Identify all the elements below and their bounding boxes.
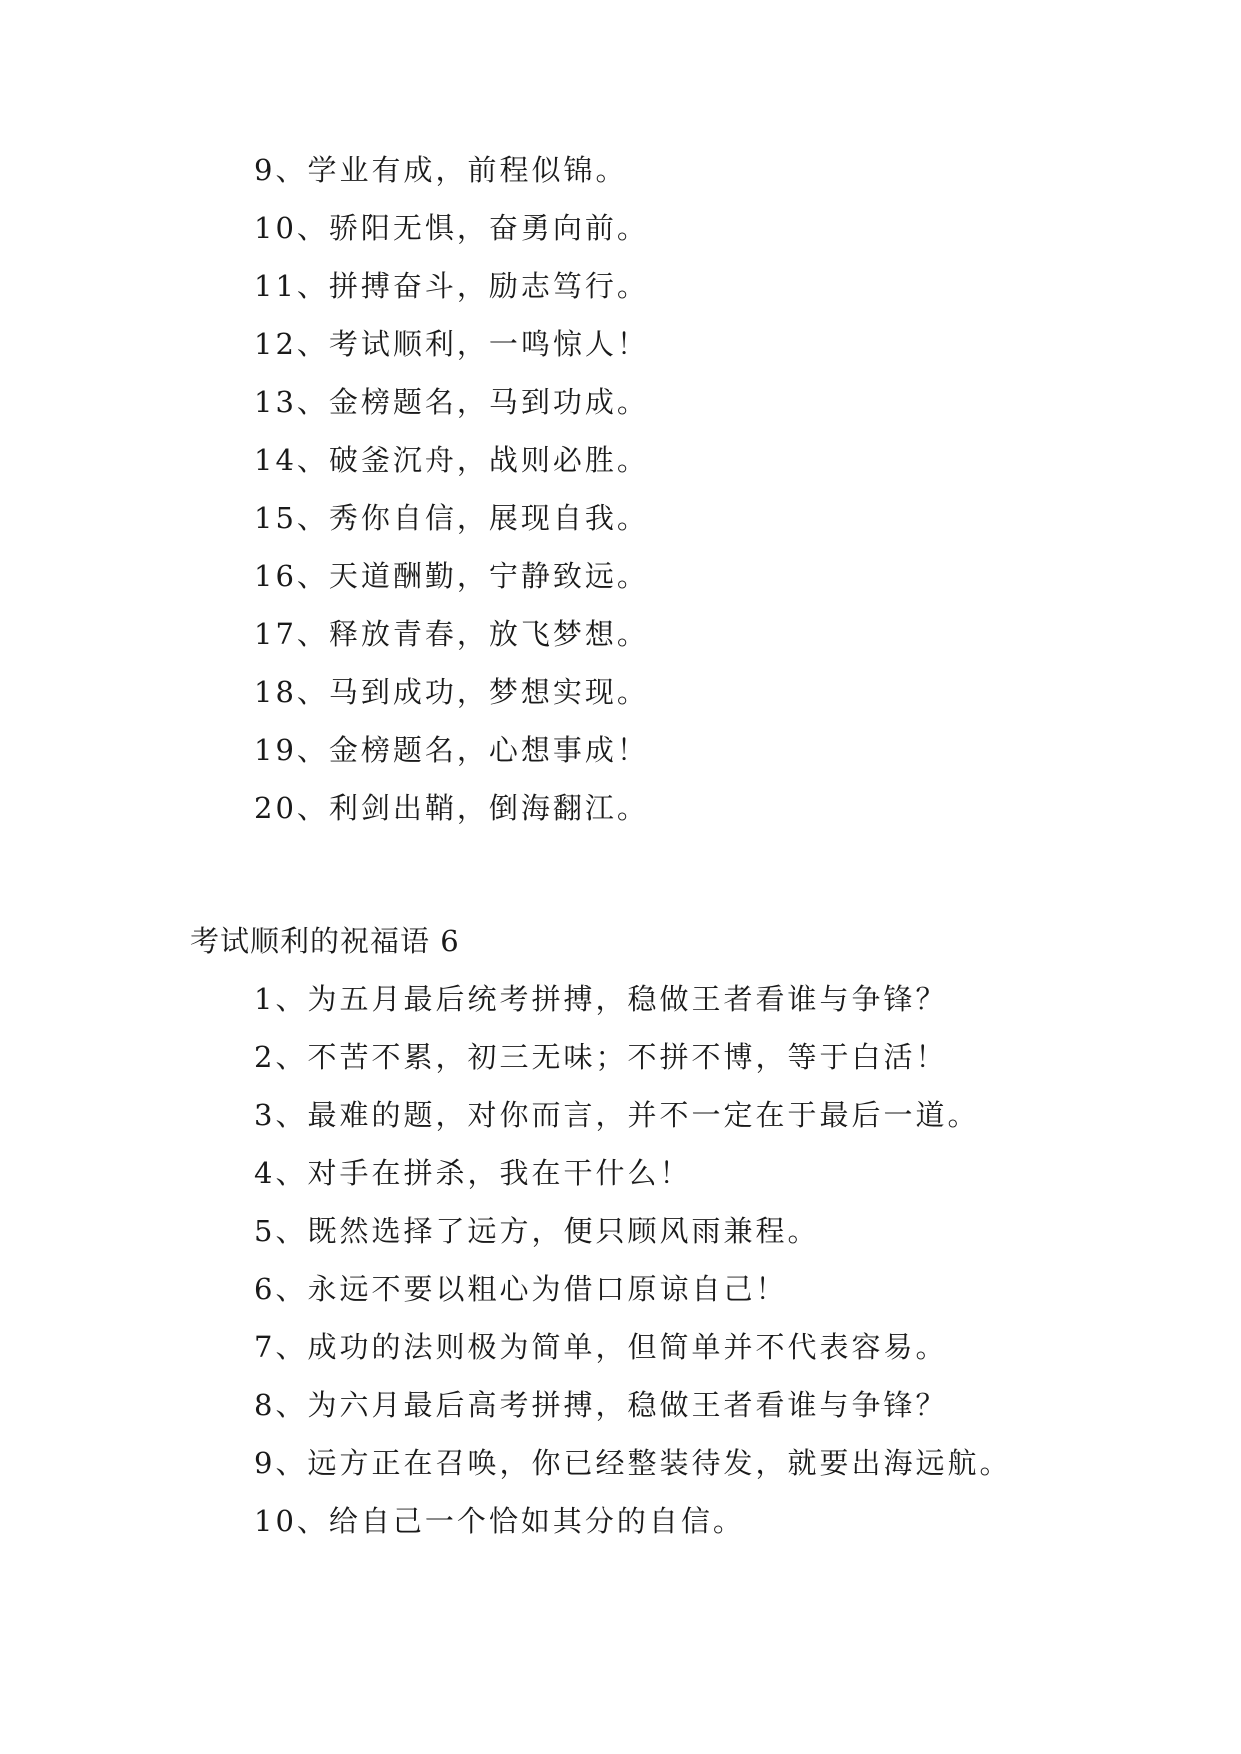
list-item: 10、骄阳无惧，奋勇向前。 (254, 211, 649, 245)
list-item: 19、金榜题名，心想事成！ (254, 733, 649, 767)
list-item: 15、秀你自信，展现自我。 (254, 501, 649, 535)
list-item: 16、天道酬勤，宁静致远。 (254, 559, 649, 593)
list-item: 7、成功的法则极为简单，但简单并不代表容易。 (254, 1330, 948, 1364)
list-item: 11、拼搏奋斗，励志笃行。 (254, 269, 649, 303)
list-item: 8、为六月最后高考拼搏，稳做王者看谁与争锋？ (254, 1388, 948, 1422)
list-item: 5、既然选择了远方，便只顾风雨兼程。 (254, 1214, 820, 1248)
list-item: 6、永远不要以粗心为借口原谅自己！ (254, 1272, 788, 1306)
list-item: 9、学业有成，前程似锦。 (254, 153, 628, 187)
list-item: 18、马到成功，梦想实现。 (254, 675, 649, 709)
list-item: 9、远方正在召唤，你已经整装待发，就要出海远航。 (254, 1446, 1012, 1480)
list-item: 13、金榜题名，马到功成。 (254, 385, 649, 419)
list-item: 17、释放青春，放飞梦想。 (254, 617, 649, 651)
list-item: 10、给自己一个恰如其分的自信。 (254, 1504, 745, 1538)
list-item: 12、考试顺利，一鸣惊人！ (254, 327, 649, 361)
list-item: 20、利剑出鞘，倒海翻江。 (254, 791, 649, 825)
list-item: 2、不苦不累，初三无味；不拼不博，等于白活！ (254, 1040, 948, 1074)
list-item: 3、最难的题，对你而言，并不一定在于最后一道。 (254, 1098, 980, 1132)
list-item: 14、破釜沉舟，战则必胜。 (254, 443, 649, 477)
list-item: 4、对手在拼杀，我在干什么！ (254, 1156, 692, 1190)
section-heading: 考试顺利的祝福语 6 (190, 924, 460, 958)
list-item: 1、为五月最后统考拼搏，稳做王者看谁与争锋？ (254, 982, 948, 1016)
